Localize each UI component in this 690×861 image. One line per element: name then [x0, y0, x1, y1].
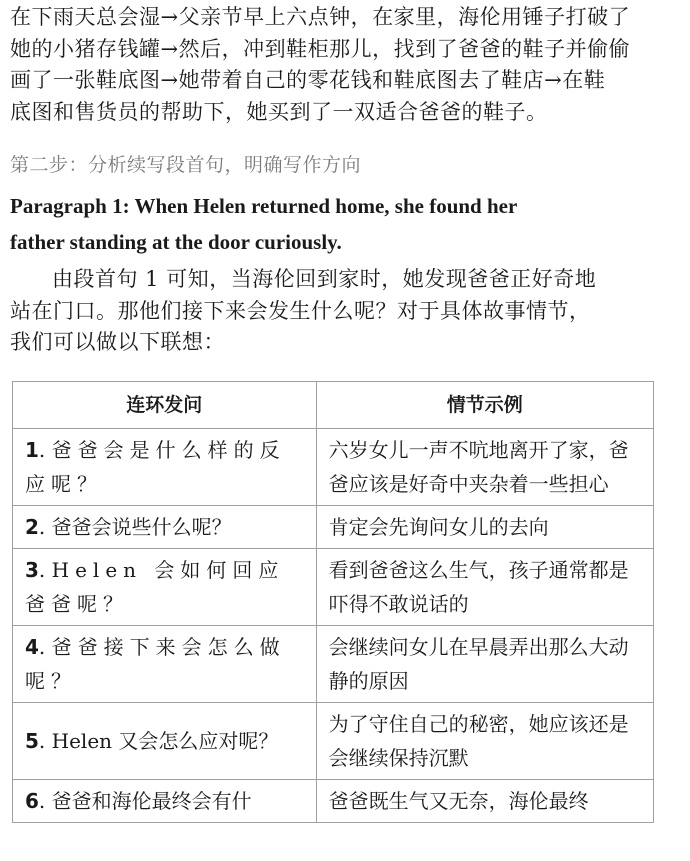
question-text: 爸爸会是什么样的反应呢？ [25, 438, 286, 496]
question-text: 爸爸会说些什么呢？ [51, 515, 232, 539]
intro-line: 她的小猪存钱罐→然后，冲到鞋柜那儿，找到了爸爸的鞋子并偷偷 [10, 36, 631, 61]
intro-line: 在下雨天总会湿→父亲节早上六点钟，在家里，海伦用锤子打破了 [10, 5, 631, 29]
question-cell: 2. 爸爸会说些什么呢？ [13, 506, 317, 549]
question-cell: 1. 爸爸会是什么样的反应呢？ [13, 429, 317, 506]
table-row [13, 549, 654, 626]
example-cell: 爸爸既生气又无奈，海伦最终 [316, 780, 653, 823]
question-number: 4 [25, 635, 39, 659]
question-text: Helen 又会怎么应对呢？ [51, 729, 279, 753]
question-text: Helen 会如何回应爸爸呢？ [25, 558, 285, 616]
table-row [13, 703, 654, 780]
table-row [13, 626, 654, 703]
intro-paragraph [10, 2, 672, 128]
question-text: 爸爸接下来会怎么做呢？ [25, 635, 286, 693]
question-cell: 6. 爸爸和海伦最终会有什 [13, 780, 317, 823]
analysis-line: 站在门口。那他们接下来会发生什么呢？对于具体故事情节， [10, 298, 591, 323]
example-cell: 看到爸爸这么生气，孩子通常都是吓得不敢说话的 [316, 549, 653, 626]
table-header-row [13, 382, 654, 429]
table-row [13, 506, 654, 549]
example-cell: 会继续问女儿在早晨弄出那么大动静的原因 [316, 626, 653, 703]
question-cell: 5. Helen 又会怎么应对呢？ [13, 703, 317, 780]
header-questions: 连环发问 [13, 382, 317, 429]
header-examples: 情节示例 [316, 382, 653, 429]
question-number: 2 [25, 515, 39, 539]
analysis-paragraph [10, 264, 672, 359]
question-cell: 4. 爸爸接下来会怎么做呢？ [13, 626, 317, 703]
table-row [13, 429, 654, 506]
paragraph-heading [10, 188, 675, 260]
intro-line: 底图和售货员的帮助下，她买到了一双适合爸爸的鞋子。 [10, 99, 548, 124]
paragraph-heading-line: Paragraph 1: When Helen returned home, she found her [10, 194, 518, 218]
example-cell: 为了守住自己的秘密，她应该还是会继续保持沉默 [316, 703, 653, 780]
step-title: 第二步：分析续写段首句，明确写作方向 [10, 154, 362, 176]
analysis-line: 我们可以做以下联想： [10, 330, 225, 354]
question-number: 6 [25, 789, 39, 813]
paragraph-heading-line: father standing at the door curiously. [10, 230, 342, 254]
example-cell: 六岁女儿一声不吭地离开了家，爸爸应该是好奇中夹杂着一些担心 [316, 429, 653, 506]
question-text: 爸爸和海伦最终会有什 [51, 789, 252, 813]
question-number: 3 [25, 558, 39, 582]
question-number: 1 [25, 438, 39, 462]
analysis-line: 由段首句 1 可知，当海伦回到家时，她发现爸爸正好奇地 [52, 267, 597, 291]
example-cell: 肯定会先询问女儿的去向 [316, 506, 653, 549]
question-cell: 3. Helen 会如何回应爸爸呢？ [13, 549, 317, 626]
intro-line: 画了一张鞋底图→她带着自己的零花钱和鞋底图去了鞋店→在鞋 [10, 68, 606, 92]
question-number: 5 [25, 729, 39, 753]
question-table [12, 381, 654, 823]
table-row [13, 780, 654, 823]
